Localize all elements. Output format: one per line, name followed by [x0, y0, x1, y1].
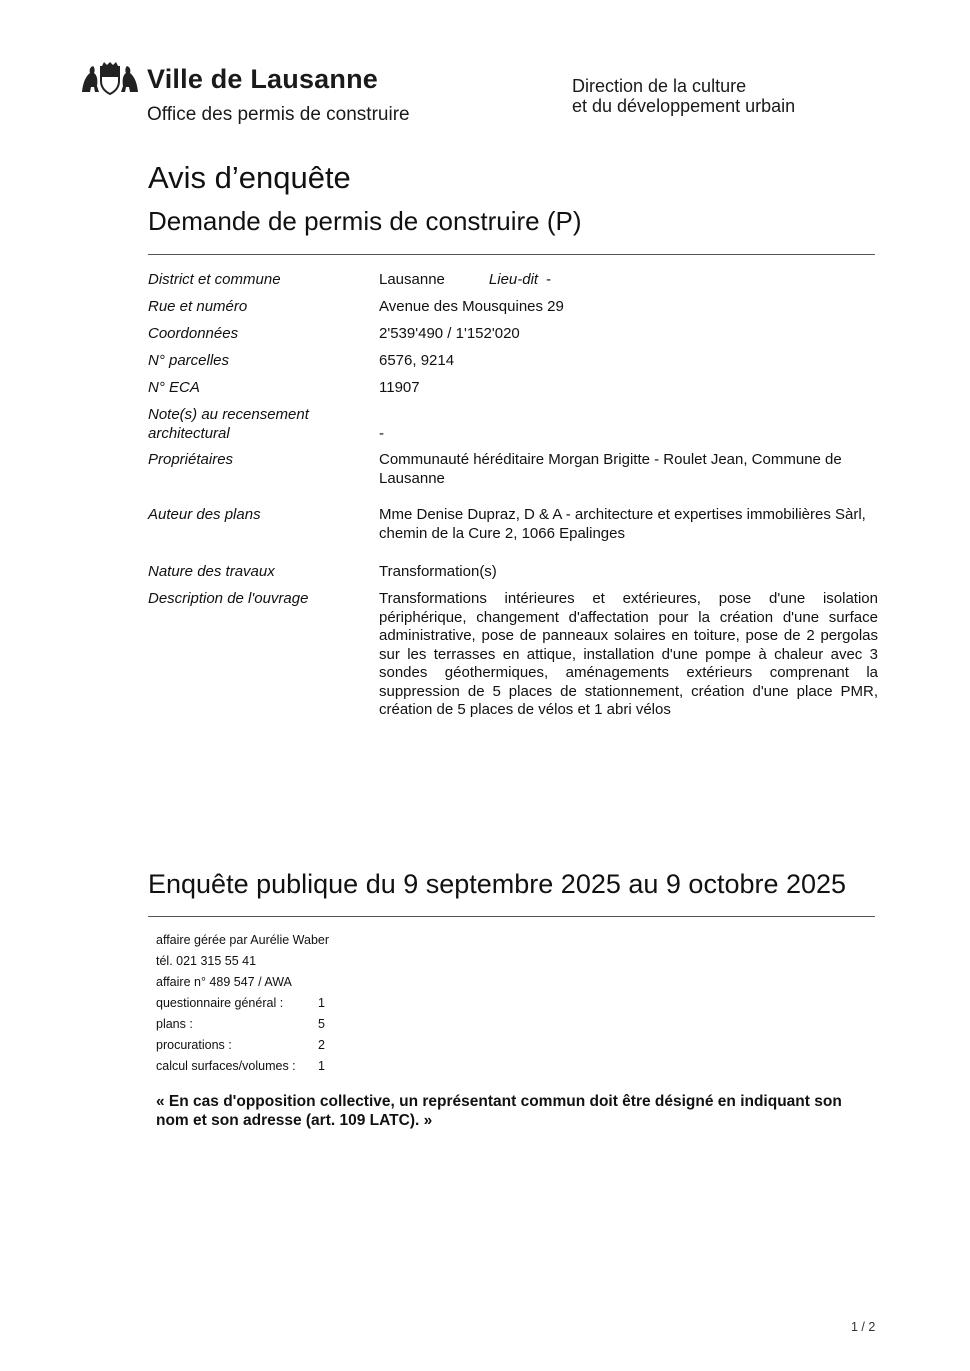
lausanne-coat-of-arms-icon: [80, 62, 140, 96]
coordinates-label: Coordonnées: [148, 325, 239, 342]
title-divider: [148, 254, 875, 255]
eca-label: N° ECA: [148, 379, 200, 396]
description-value: Transformations intérieures et extérieures, pose d'une isolation périphérique, changement d'affectation pour la création d'une surface administrative, pose de panneaux solaires en toiture, pose de 2 pergolas sur les terrasses en attique, installation d'une pompe à chaleur avec 3 sondes géothermiques, aménagements extérieurs comprenant la suppression de 5 places de stationnement, création d'une place PMR, création de 5 places de vélos et 1 abri vélos: [379, 590, 878, 718]
district-cell: [379, 271, 878, 298]
lieu-dit-label: Lieu-dit: [488, 271, 539, 288]
office-name: Office des permis de construire: [147, 104, 410, 125]
eca-value: 11907: [379, 379, 420, 396]
district-value: Lausanne: [379, 271, 445, 288]
document-count: 5: [318, 1017, 325, 1031]
lieu-dit-value: -: [546, 271, 552, 288]
info-row-author: [148, 506, 878, 563]
document-label: questionnaire général :: [156, 996, 284, 1010]
document-count: 1: [318, 1059, 325, 1073]
parcels-label: N° parcelles: [148, 352, 230, 369]
document-count: 1: [318, 996, 325, 1010]
info-row-street: [148, 298, 878, 325]
street-label: Rue et numéro: [148, 298, 248, 315]
author-value: Mme Denise Dupraz, D & A - architecture et expertises immobilières Sàrl, chemin de la Cure 2, 1066 Epalinges: [379, 506, 866, 542]
project-info-table: [148, 271, 878, 720]
direction-line-2: et du développement urbain: [572, 96, 796, 116]
public-inquiry-title: Enquête publique du 9 septembre 2025 au 9 octobre 2025: [148, 869, 847, 899]
phone-number: tél. 021 315 55 41: [156, 954, 257, 968]
info-row-owners: [148, 451, 878, 506]
coordinates-value: 2'539'490 / 1'152'020: [379, 325, 520, 342]
managed-by: affaire gérée par Aurélie Waber: [156, 933, 330, 947]
info-row-census: [148, 406, 878, 451]
owners-value: Communauté héréditaire Morgan Brigitte - Roulet Jean, Commune de Lausanne: [379, 451, 842, 487]
info-row-coordinates: [148, 325, 878, 352]
page-number: 1 / 2: [851, 1320, 876, 1334]
description-label: Description de l'ouvrage: [148, 590, 309, 607]
nature-value: Transformation(s): [379, 563, 497, 580]
document-label: procurations :: [156, 1038, 232, 1052]
info-row-district: [148, 271, 878, 298]
street-value: Avenue des Mousquines 29: [379, 298, 564, 315]
nature-label: Nature des travaux: [148, 563, 275, 580]
case-number: affaire n° 489 547 / AWA: [156, 975, 292, 989]
census-label: Note(s) au recensement architectural: [148, 406, 309, 442]
city-name: Ville de Lausanne: [147, 64, 378, 94]
info-row-parcels: [148, 352, 878, 379]
info-row-description: [148, 590, 878, 720]
document-label: calcul surfaces/volumes :: [156, 1059, 296, 1073]
document-row: [156, 1056, 329, 1077]
info-row-eca: [148, 379, 878, 406]
owners-label: Propriétaires: [148, 451, 234, 468]
inquiry-divider: [148, 916, 875, 917]
direction-line-1: Direction de la culture: [572, 76, 747, 96]
parcels-value: 6576, 9214: [379, 352, 455, 369]
request-title: Demande de permis de construire (P): [148, 206, 582, 236]
document-row: [156, 1014, 329, 1035]
document-row: [156, 993, 329, 1014]
document-row: [156, 1035, 329, 1056]
document-count: 2: [318, 1038, 325, 1052]
info-row-nature: [148, 563, 878, 590]
direction-name: [572, 76, 795, 116]
document-label: plans :: [156, 1017, 193, 1031]
census-value: -: [379, 424, 384, 442]
district-label: District et commune: [148, 271, 281, 288]
case-details: [156, 930, 329, 1077]
author-label: Auteur des plans: [148, 506, 261, 523]
collective-opposition-notice: « En cas d'opposition collective, un représentant commun doit être désigné en indiquant son nom et son adresse (art. 109 LATC). »: [156, 1093, 842, 1129]
notice-title: Avis d’enquête: [148, 160, 351, 195]
